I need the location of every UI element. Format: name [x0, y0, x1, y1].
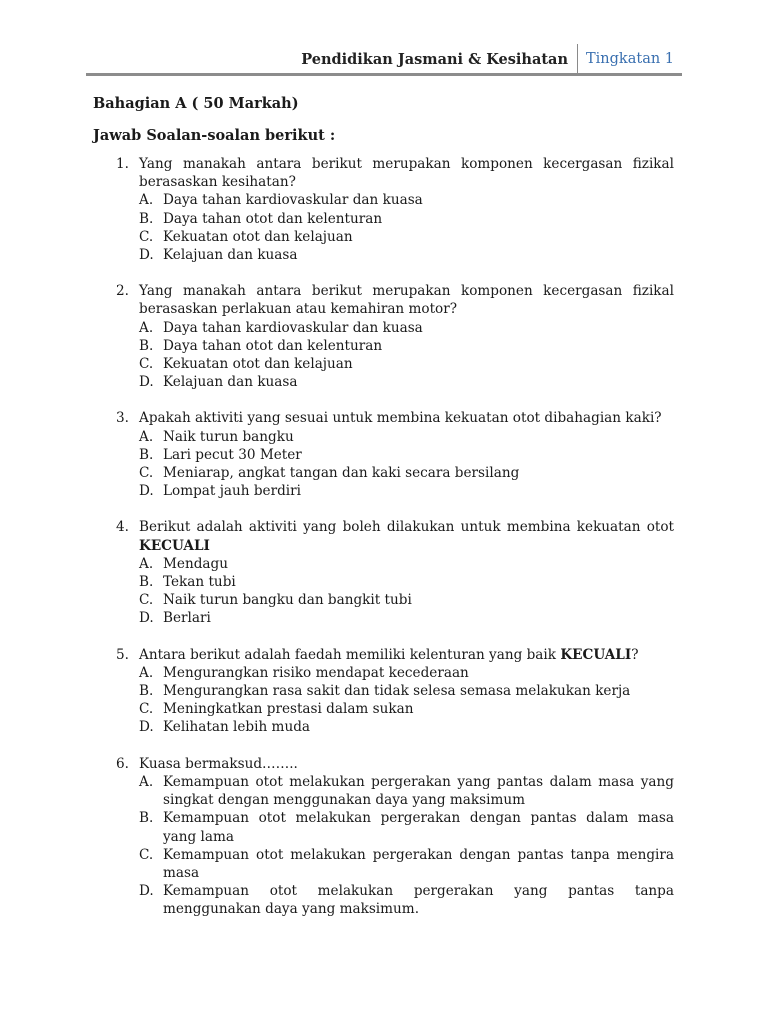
question-3: [110, 409, 674, 500]
option-letter: B.: [139, 337, 154, 354]
option-text: Daya tahan kardiovaskular dan kuasa: [163, 192, 423, 209]
option-text: Kemampuan otot melakukan pergerakan dengan pantas tanpa mengira masa: [163, 846, 674, 881]
page-header: [86, 44, 682, 74]
question-list: [110, 155, 674, 937]
option-list: [139, 191, 674, 264]
option-b: [139, 682, 674, 700]
question-text-suffix: ?: [631, 646, 639, 663]
question-1: [110, 155, 674, 264]
header-level: Tingkatan 1: [586, 51, 675, 67]
option-c: [139, 355, 674, 373]
option-letter: D.: [139, 610, 154, 627]
option-text: Kelihatan lebih muda: [163, 719, 311, 736]
option-c: [139, 700, 674, 718]
option-text: Lompat jauh berdiri: [163, 483, 301, 500]
option-b: [139, 210, 674, 228]
question-text: Apakah aktiviti yang sesuai untuk membina kekuatan otot dibahagian kaki?: [139, 410, 662, 427]
section-title: Bahagian A ( 50 Markah): [93, 95, 299, 112]
option-b: [139, 337, 674, 355]
option-list: [139, 664, 674, 737]
option-letter: C.: [139, 356, 154, 373]
question-text: Kuasa bermaksud……..: [139, 755, 298, 772]
option-c: [139, 591, 674, 609]
question-number: 6.: [116, 755, 129, 772]
option-b: [139, 446, 674, 464]
question-2: [110, 282, 674, 391]
option-letter: C.: [139, 701, 154, 718]
option-letter: D.: [139, 247, 154, 264]
option-text: Kelajuan dan kuasa: [163, 374, 298, 391]
option-b: [139, 573, 674, 591]
option-letter: C.: [139, 228, 154, 245]
option-d: [139, 482, 674, 500]
option-text: Berlari: [163, 610, 211, 627]
question-number: 5.: [116, 646, 129, 663]
option-c: [139, 228, 674, 246]
option-text: Kemampuan otot melakukan pergerakan dengan pantas dalam masa yang lama: [163, 810, 674, 845]
option-c: [139, 846, 674, 882]
option-letter: C.: [139, 465, 154, 482]
option-text: Naik turun bangku: [163, 428, 294, 445]
option-letter: D.: [139, 719, 154, 736]
option-d: [139, 718, 674, 736]
question-text-main: Antara berikut adalah faedah memiliki kelenturan yang baik: [139, 646, 556, 663]
question-text: Yang manakah antara berikut merupakan komponen kecergasan fizikal berasaskan perlakuan atau kemahiran motor?: [139, 283, 674, 318]
option-text: Meningkatkan prestasi dalam sukan: [163, 701, 414, 718]
option-a: [139, 664, 674, 682]
option-text: Kekuatan otot dan kelajuan: [163, 356, 353, 373]
question-6: [110, 755, 674, 919]
option-text: Lari pecut 30 Meter: [163, 446, 302, 463]
option-text: Mengurangkan risiko mendapat kecederaan: [163, 664, 469, 681]
question-emphasis: KECUALI: [560, 646, 632, 663]
option-a: [139, 773, 674, 809]
option-letter: A.: [139, 773, 154, 790]
question-5: [110, 646, 674, 737]
option-list: [139, 319, 674, 392]
option-text: Daya tahan kardiovaskular dan kuasa: [163, 319, 423, 336]
option-letter: D.: [139, 883, 154, 900]
option-letter: D.: [139, 483, 154, 500]
option-letter: B.: [139, 574, 154, 591]
option-b: [139, 809, 674, 845]
option-letter: A.: [139, 555, 154, 572]
question-text: [139, 646, 674, 664]
header-divider: [577, 44, 578, 74]
option-letter: D.: [139, 374, 154, 391]
question-text: Yang manakah antara berikut merupakan komponen kecergasan fizikal berasaskan kesihatan?: [139, 156, 674, 191]
option-text: Tekan tubi: [163, 574, 236, 591]
question-number: 1.: [116, 156, 129, 172]
option-c: [139, 464, 674, 482]
option-text: Naik turun bangku dan bangkit tubi: [163, 592, 412, 609]
option-d: [139, 609, 674, 627]
option-text: Mengurangkan rasa sakit dan tidak selesa semasa melakukan kerja: [163, 683, 631, 700]
option-a: [139, 319, 674, 337]
option-a: [139, 428, 674, 446]
option-letter: A.: [139, 319, 154, 336]
section-instruction: Jawab Soalan-soalan berikut :: [93, 127, 336, 144]
option-d: [139, 246, 674, 264]
question-text: [139, 518, 674, 554]
question-number: 2.: [116, 283, 129, 300]
option-text: Daya tahan otot dan kelenturan: [163, 337, 383, 354]
option-list: [139, 555, 674, 628]
option-text: Kelajuan dan kuasa: [163, 247, 298, 264]
question-4: [110, 518, 674, 627]
option-letter: B.: [139, 683, 154, 700]
option-text: Daya tahan otot dan kelenturan: [163, 210, 383, 227]
header-subject: Pendidikan Jasmani & Kesihatan: [301, 51, 568, 68]
option-letter: A.: [139, 664, 154, 681]
question-emphasis: KECUALI: [139, 537, 210, 554]
option-letter: B.: [139, 210, 154, 227]
option-letter: C.: [139, 592, 154, 609]
question-number: 3.: [116, 410, 129, 427]
option-letter: B.: [139, 810, 154, 827]
question-number: 4.: [116, 519, 129, 536]
option-text: Kemampuan otot melakukan pergerakan yang pantas dalam masa yang singkat dengan menggunakan daya yang maksimum: [163, 773, 674, 809]
header-rule: [86, 73, 682, 76]
option-a: [139, 191, 674, 209]
option-letter: B.: [139, 446, 154, 463]
question-text-main: Berikut adalah aktiviti yang boleh dilakukan untuk membina kekuatan otot: [139, 519, 674, 536]
option-d: [139, 373, 674, 391]
option-list: [139, 428, 674, 501]
option-text: Meniarap, angkat tangan dan kaki secara bersilang: [163, 465, 520, 482]
option-a: [139, 555, 674, 573]
option-letter: A.: [139, 428, 154, 445]
option-text: Kemampuan otot melakukan pergerakan yang pantas tanpa menggunakan daya yang maksimum.: [163, 883, 674, 918]
option-letter: C.: [139, 846, 154, 863]
option-list: [139, 773, 674, 919]
option-letter: A.: [139, 192, 154, 209]
option-text: Mendagu: [163, 555, 228, 572]
option-d: [139, 882, 674, 918]
option-text: Kekuatan otot dan kelajuan: [163, 228, 353, 245]
